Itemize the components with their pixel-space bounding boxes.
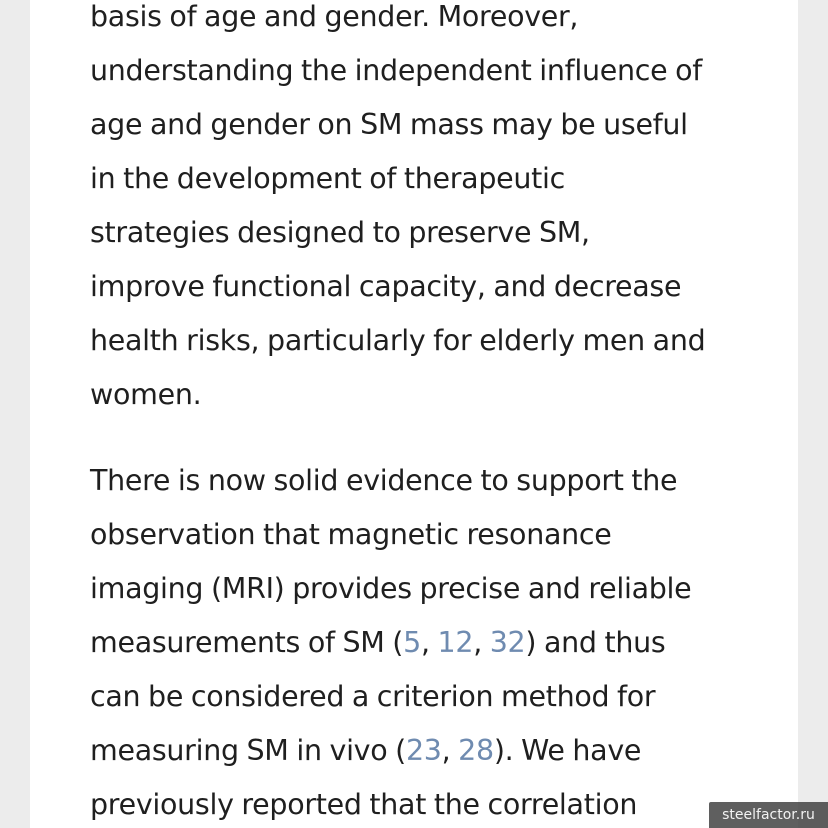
text-line: improve functional capacity, and decrease [90, 270, 682, 303]
citation-link-28[interactable]: 28 [458, 734, 494, 767]
text-line: There is now solid evidence to support the [90, 464, 678, 497]
text-line: observation that magnetic resonance [90, 518, 612, 551]
text-line: basis of age and gender. Moreover, [90, 0, 579, 33]
text-line: health risks, particularly for elderly men and [90, 324, 706, 357]
citation-link-23[interactable]: 23 [405, 734, 442, 767]
text-fragment: measuring SM in vivo ( [90, 734, 406, 767]
text-line [90, 724, 760, 778]
citation-link-5[interactable]: 5 [403, 626, 421, 659]
text-line: strategies designed to preserve SM, [90, 216, 590, 249]
paragraph-age-gender [90, 0, 760, 422]
text-fragment: ) and thus [525, 626, 666, 659]
text-line [90, 616, 760, 670]
text-line: imaging (MRI) provides precise and reliable [90, 572, 692, 605]
citation-separator: , [420, 626, 438, 659]
page [30, 0, 798, 828]
citation-link-12[interactable]: 12 [437, 626, 474, 659]
text-fragment: ). We have [493, 734, 642, 767]
text-line: age and gender on SM mass may be useful [90, 108, 688, 141]
text-line: in the development of therapeutic [90, 162, 565, 195]
text-line: can be considered a criterion method for [90, 680, 656, 713]
watermark-label: steelfactor.ru [709, 802, 828, 828]
paragraph-mri-evidence [90, 454, 760, 828]
citation-separator: , [473, 626, 490, 659]
citation-separator: , [441, 734, 459, 767]
citation-link-32[interactable]: 32 [489, 626, 526, 659]
article-body [90, 0, 760, 828]
text-line: previously reported that the correlation [90, 788, 638, 821]
text-fragment: measurements of SM ( [90, 626, 404, 659]
text-line: women. [90, 378, 202, 411]
text-line: understanding the independent influence of [90, 54, 703, 87]
